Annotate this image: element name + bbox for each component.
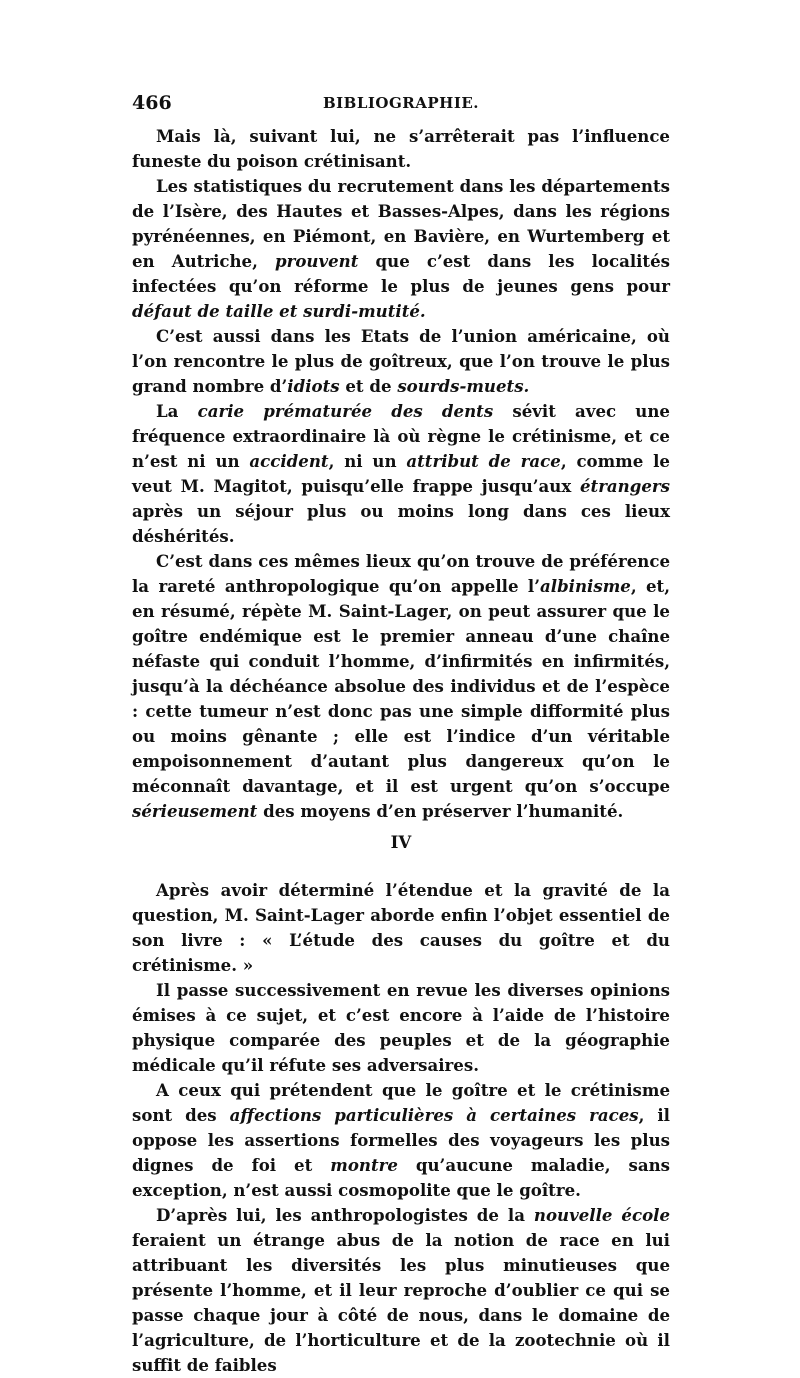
paragraph (132, 174, 670, 324)
paragraph (132, 1078, 670, 1203)
page-header (132, 92, 670, 124)
page-number: 466 (132, 92, 172, 114)
italic-text: attribut de race (406, 451, 561, 471)
text-run: La (156, 401, 198, 421)
body-text (132, 124, 670, 1378)
italic-text: nouvelle école (533, 1205, 670, 1225)
text-run: D’après lui, les anthropologistes de la (156, 1205, 534, 1225)
text-run: Mais là, suivant lui, ne s’arrêterait pas l’influence funeste du poison crétinisant. (132, 126, 670, 171)
text-run: des moyens d’en préserver l’humanité. (257, 801, 624, 821)
paragraph (132, 1203, 670, 1378)
section-heading: IV (390, 832, 412, 852)
paragraph (132, 978, 670, 1078)
italic-text: défaut de taille et surdi-mutité. (132, 301, 426, 321)
italic-text: sourds-muets. (397, 376, 530, 396)
section-text-before (132, 124, 670, 824)
text-run: Après avoir déterminé l’étendue et la gravité de la question, M. Saint-Lager aborde enfin l’objet essentiel de son livre : « L’étude des causes du goître et du crétinisme. » (132, 880, 670, 975)
text-run: feraient un étrange abus de la notion de race en lui attribuant les diversités les plus minutieuses que présente l’homme, et il leur reproche d’oublier ce qui se passe chaque jour à côté de nous, dans le domaine de l’agriculture, de l’horticulture et de la zootechnie où il suffit de faibles (132, 1230, 670, 1375)
text-run: , comme le veut M. Magitot, puisqu’elle frappe jusqu’aux (132, 451, 670, 496)
text-run: Les statistiques du recrutement dans les départements de l’Isère, des Hautes et Basses-Alpes, dans les régions pyrénéennes, en Piémont, en Bavière, en Wurtemberg et en Autriche, (132, 176, 670, 271)
text-run: après un séjour plus ou moins long dans ces lieux déshérités. (132, 501, 670, 546)
text-run: A ceux qui prétendent que le goître et le crétinisme sont des (132, 1080, 670, 1125)
text-run: sévit avec une fréquence extraordinaire là où règne le crétinisme, et ce n’est ni un (132, 401, 670, 471)
italic-text: sérieusement (132, 801, 258, 821)
text-run: , il oppose les assertions formelles des voyageurs les plus dignes de foi et (132, 1105, 670, 1175)
text-run: C’est aussi dans les Etats de l’union américaine, où l’on rencontre le plus de goîtreux, que l’on trouve le plus grand nombre d’ (132, 326, 670, 396)
text-run: , et, en résumé, répète M. Saint-Lager, on peut assurer que le goître endémique est le premier anneau d’une chaîne néfaste qui conduit l’homme, d’infirmités en infirmités, jusqu’à la déchéance absolue des individus et de l’espèce : cette tumeur n’est donc pas une simple difformité plus ou moins gênante ; elle est l’indice d’un véritable empoisonnement d’autant plus dangereux qu’on le méconnaît davantage, et il est urgent qu’on s’occupe (132, 576, 671, 796)
italic-text: étrangers (579, 476, 670, 496)
italic-text: accident (249, 451, 329, 471)
paragraph (132, 549, 670, 824)
paragraph (132, 324, 670, 399)
running-title: BIBLIOGRAPHIE. (322, 94, 480, 112)
text-run: , ni un (328, 451, 407, 471)
italic-text: affections particulières à certaines races (229, 1105, 639, 1125)
book-page (132, 92, 670, 1378)
italic-text: prouvent (275, 251, 359, 271)
italic-text: montre (330, 1155, 398, 1175)
text-run: que c’est dans les localités infectées qu’on réforme le plus de jeunes gens pour (132, 251, 670, 296)
italic-text: carie prématurée des dents (197, 401, 494, 421)
paragraph (132, 399, 670, 549)
italic-text: albinisme (540, 576, 631, 596)
paragraph (132, 878, 670, 978)
italic-text: idiots (287, 376, 340, 396)
paragraph (132, 124, 670, 174)
text-run: C’est dans ces mêmes lieux qu’on trouve de préférence la rareté anthropologique qu’on appelle l’ (132, 551, 670, 596)
text-run: et de (339, 376, 398, 396)
section-text-after (132, 878, 670, 1378)
text-run: qu’aucune maladie, sans exception, n’est aussi cosmopolite que le goître. (132, 1155, 670, 1200)
text-run: Il passe successivement en revue les diverses opinions émises à ce sujet, et c’est encore à l’aide de l’histoire physique comparée des peuples et de la géographie médicale qu’il réfute ses adversaires. (132, 980, 670, 1075)
